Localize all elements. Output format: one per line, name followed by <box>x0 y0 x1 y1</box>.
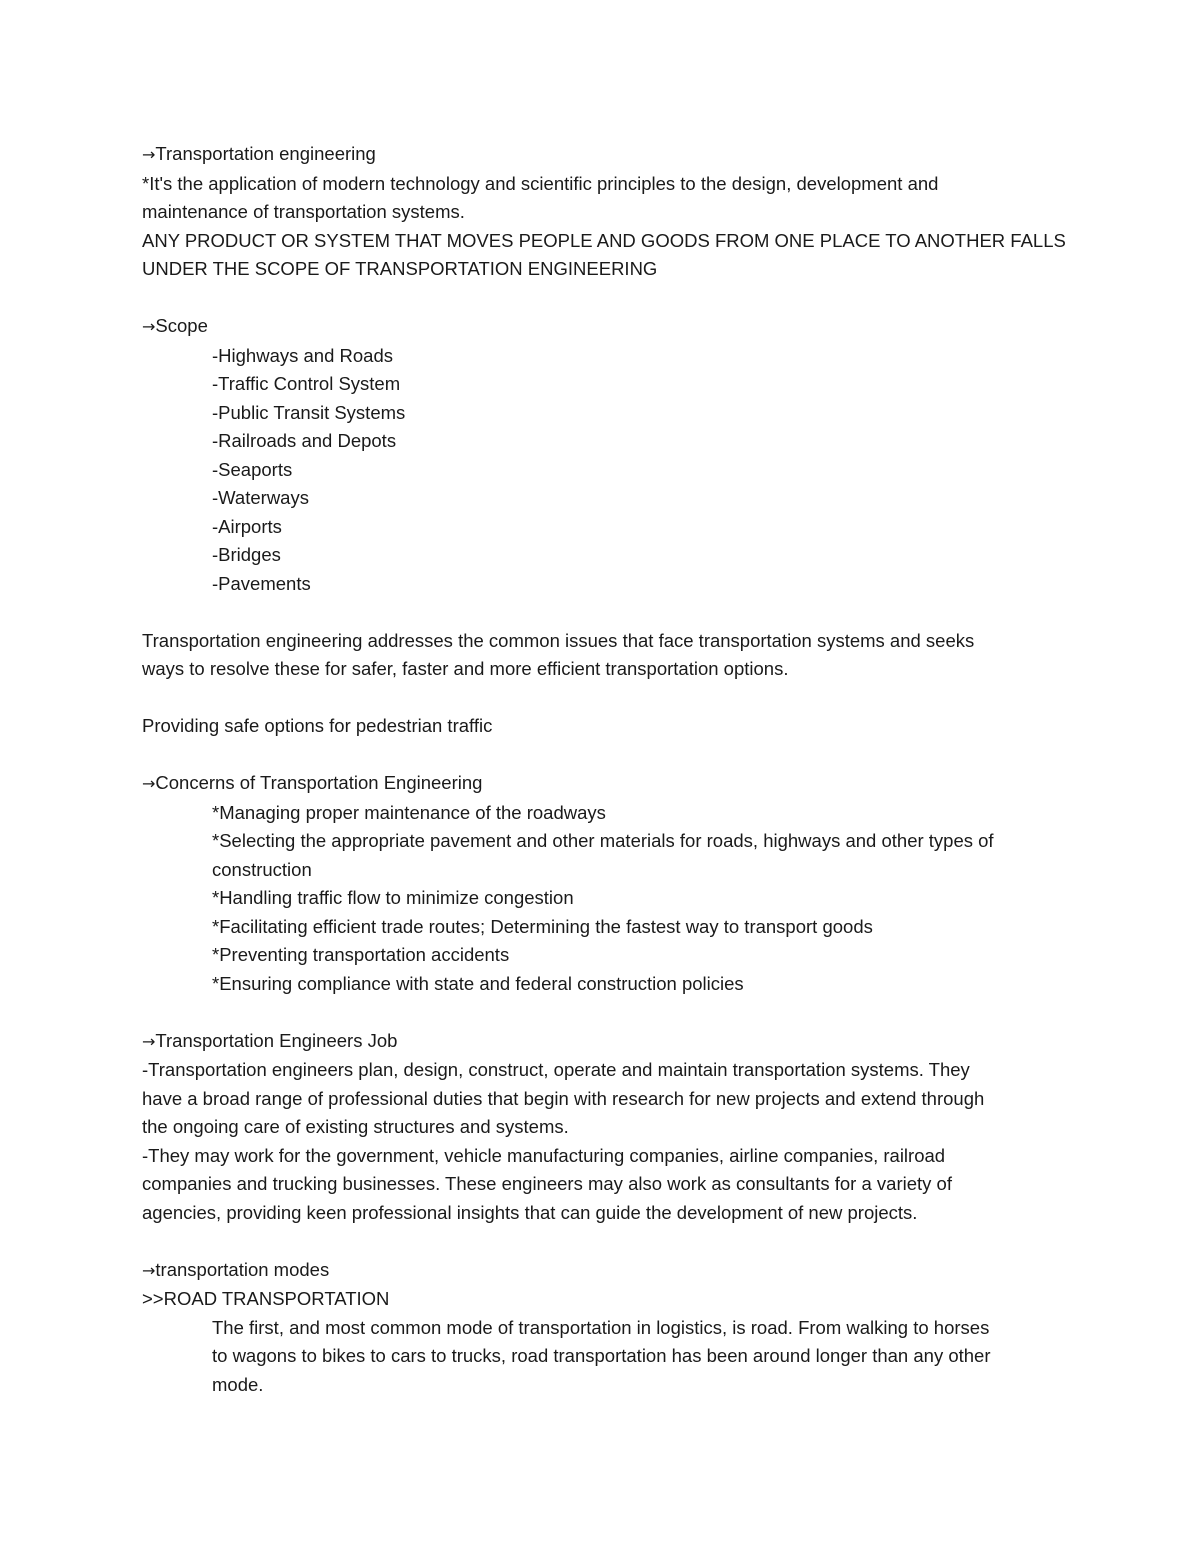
spacer <box>142 284 1062 313</box>
job-paragraph-line: companies and trucking businesses. These engineers may also work as consultants for a variety of <box>142 1173 952 1194</box>
road-transportation-heading: >>ROAD TRANSPORTATION <box>142 1288 390 1309</box>
arrow-icon: → <box>142 1031 156 1051</box>
concern-item: *Managing proper maintenance of the roadways <box>212 801 606 823</box>
arrow-icon: → <box>142 145 156 164</box>
definition-line: ANY PRODUCT OR SYSTEM THAT MOVES PEOPLE AND GOODS FROM ONE PLACE TO ANOTHER FALLS <box>142 229 1066 251</box>
section-heading-modes: →transportation modes <box>142 1258 330 1280</box>
spacer <box>142 684 1062 713</box>
job-paragraph-line: have a broad range of professional duties that begin with research for new projects and extend through <box>142 1087 985 1109</box>
definition-line: *It's the application of modern technology and scientific principles to the design, development and <box>142 172 939 194</box>
scope-item: -Public Transit Systems <box>212 401 406 423</box>
pedestrian-line: Providing safe options for pedestrian traffic <box>142 715 493 736</box>
road-paragraph-line: to wagons to bikes to cars to trucks, road transportation has been around longer than any other <box>212 1345 991 1366</box>
definition-line: UNDER THE SCOPE OF TRANSPORTATION ENGINEERING <box>142 258 658 279</box>
road-paragraph-line: The first, and most common mode of transportation in logistics, is road. From walking to horses <box>212 1316 990 1338</box>
scope-item: -Pavements <box>212 572 311 594</box>
section-heading-transportation-engineering: →Transportation engineering <box>142 143 376 164</box>
road-paragraph-line: mode. <box>212 1373 264 1395</box>
concern-item: *Facilitating efficient trade routes; Determining the fastest way to transport goods <box>212 915 873 937</box>
concern-item: *Ensuring compliance with state and federal construction policies <box>212 972 744 994</box>
arrow-icon: → <box>142 317 156 336</box>
spacer <box>142 741 1062 770</box>
scope-item: -Airports <box>212 515 282 537</box>
spacer <box>142 1227 1062 1256</box>
job-paragraph-line: -They may work for the government, vehicle manufacturing companies, airline companies, railroad <box>142 1144 946 1166</box>
concern-item: construction <box>212 858 312 880</box>
spacer <box>142 598 1062 627</box>
job-paragraph-line: the ongoing care of existing structures and systems. <box>142 1116 569 1137</box>
concern-item: *Preventing transportation accidents <box>212 944 510 965</box>
definition-line: maintenance of transportation systems. <box>142 201 465 222</box>
document-page <box>142 140 1066 1399</box>
addresses-paragraph-line: Transportation engineering addresses the common issues that face transportation systems and seeks <box>142 629 975 651</box>
concern-item: *Handling traffic flow to minimize congestion <box>212 887 574 908</box>
scope-item: -Railroads and Depots <box>212 430 397 451</box>
arrow-icon: → <box>142 774 156 793</box>
section-heading-scope: →Scope <box>142 315 208 336</box>
scope-item: -Bridges <box>212 544 281 565</box>
job-paragraph-line: -Transportation engineers plan, design, construct, operate and maintain transportation systems. They <box>142 1059 970 1080</box>
scope-item: -Traffic Control System <box>212 373 401 394</box>
job-paragraph-line: agencies, providing keen professional insights that can guide the development of new projects. <box>142 1201 918 1223</box>
arrow-icon: → <box>142 1260 156 1280</box>
scope-item: -Seaports <box>212 458 293 480</box>
concern-item: *Selecting the appropriate pavement and other materials for roads, highways and other types of <box>212 830 994 851</box>
addresses-paragraph-line: ways to resolve these for safer, faster and more efficient transportation options. <box>142 658 789 679</box>
scope-item: -Waterways <box>212 487 309 508</box>
section-heading-job: →Transportation Engineers Job <box>142 1029 398 1051</box>
spacer <box>142 998 1062 1027</box>
scope-item: -Highways and Roads <box>212 344 393 366</box>
section-heading-concerns: →Concerns of Transportation Engineering <box>142 772 483 793</box>
